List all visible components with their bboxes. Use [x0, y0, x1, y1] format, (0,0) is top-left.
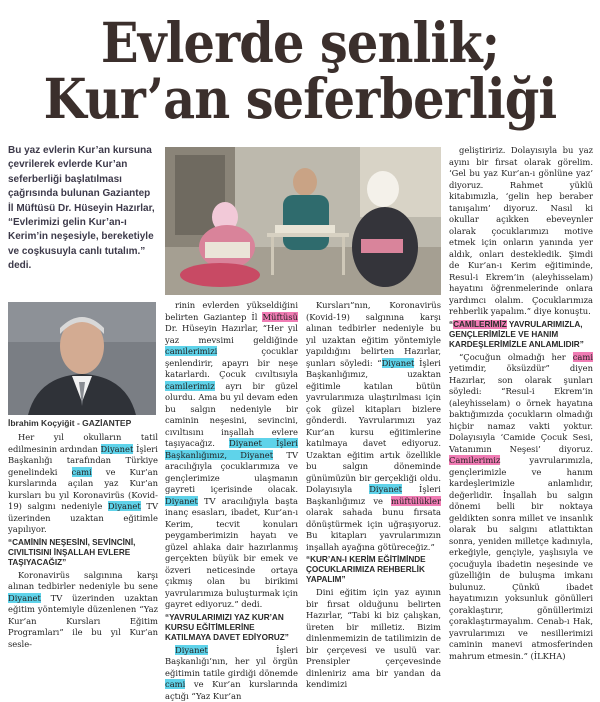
main-photo-family-reading-quran [165, 147, 441, 295]
headline-line-1: Evlerde şenlik; [30, 14, 570, 72]
paragraph: Her yıl okulların tatil edilmesinin ardından Diyanet İşleri Başkanlığı tarafından Türkiye genelindeki cami ve Kur’an kurslarında açılan yaz Kur’an kursları bu yıl Koronavirüs (Kovid-19) salgını nedeniyle Diyanet TV üzerinden uzaktan eğitimle yapılıyor. [8, 432, 158, 536]
paragraph: Kursları”nın, Koronavirüs (Kovid-19) salgınına karşı alınan tedbirler nedeniyle bu yıl uzaktan eğitim yöntemiyle yapıldığını belirten Hazırlar, şunları söyledi: “Diyanet İşleri Başkanlığımız, uzaktan eğitimle katılan bütün yavrularımıza ulaştırılması için çok güzel kitapları bizlere gönderdi. Yavrularımızı yaz Kur’an kursu eğitimlerine katılmaya davet ediyoruz. Uzaktan eğitim artık özellikle bu salgın döneminde günümüzün bir gerçekliği oldu. Dolayısıyla Diyanet İşleri Başkanlığımız ve müftülükler olarak sahada bunu fırsata dönüştürmek için uğraşıyoruz. Bu kitapları yavrularımızın inşallah ayağına götüreceğiz.” [306, 300, 441, 553]
caption-separator: - [75, 418, 83, 428]
highlight: camilerimizi [165, 346, 217, 356]
caption-location: GAZİANTEP [82, 418, 131, 428]
highlight: Müftüsü [262, 312, 298, 322]
highlight: cami [573, 352, 593, 362]
caption-author: İbrahim Koçyiğit [8, 418, 75, 428]
photo-caption [8, 418, 158, 428]
highlight: Diyanet İşleri Başkanlığımız, Diyanet [165, 438, 298, 460]
highlight: Diyanet [165, 496, 198, 506]
highlight: Diyanet [369, 484, 402, 494]
paragraph: Koronavirüs salgınına karşı alınan tedbirler nedeniyle bu sene Diyanet TV üzerinden uzaktan eğitim yöntemiyle düzenlenen “Yaz Kur’an Kursları Eğitim Programları” ile bu yıl Kur’an sesle- [8, 570, 158, 651]
highlight: cami [72, 467, 92, 477]
highlight: CAMİLERİMİZ [453, 320, 507, 329]
portrait-illustration [8, 302, 156, 415]
highlight: müftülükler [391, 496, 441, 506]
highlight: Diyanet [101, 444, 134, 454]
highlight: cami [165, 679, 185, 689]
paragraph: rinin evlerden yükseldiğini belirten Gaziantep İl Müftüsü Dr. Hüseyin Hazırlar, “Her yıl yaz mevsimi geldiğinde camilerimizi çocuklar şenlendirir, apayrı bir neşe katarlardı. Çocuk cıvıltısıyla camilerimiz ayrı bir güzel olurdu. Ama bu yıl devam eden bu salgın nedeniyle bir caminin neşesini, sevincini, cıvıltısını inşallah evlere taşıyacağız. Diyanet İşleri Başkanlığımız, Diyanet TV aracılığıyla çocuklarımıza ve gençlerimize ulaşmanın gayreti içerisinde olacak. Diyanet TV aracılığıyla başta inanç esasları, ibadet, Kur’an-ı Kerim, tecvit konuları peygamberimizin hayatı ve güzel ahlaka dair hazırlanmış gerçekten büyük bir emek ve özveri neticesinde ortaya çıkmış olan bu birikimi yavrularımıza buluşturmak için gayret ediyoruz.” dedi. [165, 300, 298, 611]
highlight: Diyanet [108, 501, 141, 511]
article-column-3 [306, 300, 441, 691]
headline-line-2: Kur’an seferberliği [30, 70, 570, 128]
lede-paragraph: Bu yaz evlerin Kur’an kursuna çevrilerek evlerde Kur’an seferberliği başlatılması çağrısında bulunan Gaziantep İl Müftüsü Dr. Hüseyin Hazırlar, “Evlerimizi gelin Kur’an-ı Kerim’in neşesiyle, bereketiyle ve coşkusuyla canlı tutalım.” dedi. [8, 144, 158, 274]
subheading: “KUR’AN-I KERİM EĞİTİMİNDE ÇOCUKLARIMIZA REHBERLİK YAPALIM” [306, 555, 441, 585]
subheading: “CAMİNİN NEŞESİNİ, SEVİNCİNİ, CIVILTISINI İNŞALLAH EVLERE TAŞIYACAĞIZ” [8, 538, 158, 568]
highlight: camilerimiz [165, 381, 215, 391]
highlight: Camilerimiz [449, 455, 500, 465]
article-column-4 [449, 145, 593, 662]
paragraph: geliştiririz. Dolayısıyla bu yaz ayını bir fırsat olarak görelim. ‘Gel bu yaz Kur’an-ı gönlüne yaz’ diyoruz. Rahmet yüklü kitabımızla, ‘gelin hep beraber tanışalım’ diyoruz. Nasıl ki okullar açıkken ebeveynler olarak çocuklarımızı motive etmek için onların yanında yer aldık, onları destekledik. Şimdi de Kur’an-ı Kerim eğitiminde, Resul-i Ekrem’in (aleyhisselam) hayatını öğrenmelerinde onlara yardımcı olalım. Çocuklarımıza rehberlik yapalım.” diye konuştu. [449, 145, 593, 318]
family-illustration [165, 147, 441, 295]
article-column-2 [165, 300, 298, 702]
paragraph: “Çocuğun olmadığı her cami yetimdir, öksüzdür” diyen Hazırlar, son olarak şunları söyledi: “Resul-i Ekrem’in (aleyhisselam) o örnek hayatına baktığımızda çocukların olmadığı hiçbir namaz vakti yoktur. Dolayısıyla ‘Camide Çocuk Sesi, Vatanımın Neşesi’ diyoruz. Camilerimiz yavrularımızla, gençlerimizle ve hanım kardeşlerimizle anlamlıdır, değerlidir. İnşallah bu salgın dönemi belli bir noktaya geldikten sonra millet ve insanlık olarak bu salgını atlattıktan sonra, yeniden milletçe kadınıyla, erkeğiyle, gençiyle, yaşlısıyla ve çocuğuyla ibadetin neşesinde ve güzelliğin de buluşma imkanı bulunuz. Çünkü ibadet hayatımızın yoksunluk gönülleri çoraklaştırır, gönüllerimizi çoraklaştırmayalım. Cenab-ı Hak, yavrularımızı ve nesillerimizi caminin manevi atmosferinden mahrum etmesin.” (İLKHA) [449, 352, 593, 663]
subheading: “CAMİLERİMİZ YAVRULARIMIZLA, GENÇLERİMİZLE VE HANIM KARDEŞLERİMİZLE ANLAMLIDIR” [449, 320, 593, 350]
paragraph: Diyanet İşleri Başkanlığı’nın, her yıl örgün eğitimin tatile girdiği dönemde cami ve Kur’an kurslarında açtığı “Yaz Kur’an [165, 645, 298, 702]
highlight: Diyanet [382, 358, 415, 368]
paragraph: Dini eğitim için yaz ayının bir fırsat olduğunu belirten Hazırlar, “Tabi ki biz çalışkan, üreten bir milletiz. Bizim dinlenmemizin de tatilimizin de bir çerçevesi ve usulü var. Prensipler çerçevesinde dinleniriz ama bir yandan da kendimizi [306, 587, 441, 691]
subheading: “YAVRULARIMIZI YAZ KUR’AN KURSU EĞİTİMLERİNE KATILMAYA DAVET EDİYORUZ” [165, 613, 298, 643]
highlight: Diyanet [8, 593, 41, 603]
portrait-mufti [8, 302, 156, 415]
highlight: Diyanet [175, 645, 208, 655]
article-column-1 [8, 432, 158, 650]
